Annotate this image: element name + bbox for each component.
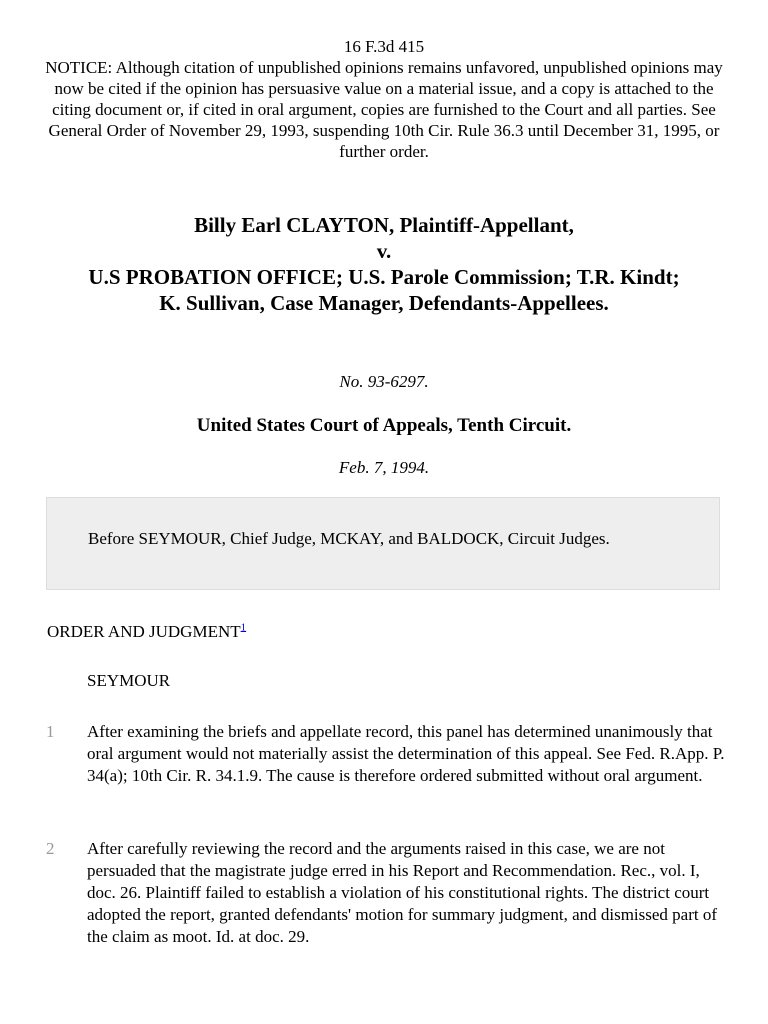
paragraph-number: 2 — [46, 839, 55, 858]
order-title — [47, 621, 246, 642]
case-caption — [40, 212, 728, 316]
publication-notice: NOTICE: Although citation of unpublished opinions remains unfavored, unpublished opinions may now be cited if the opinion has persuasive value on a material issue, and a copy is attached to the citing document or, if cited in oral argument, copies are furnished to the Court and all parties. See General Order of November 29, 1993, suspending 10th Cir. Rule 36.3 until December 31, 1995, or further order. — [45, 58, 723, 161]
panel-box — [46, 497, 720, 590]
citation: 16 F.3d 415 — [343, 37, 425, 56]
docket-number: No. 93-6297. — [339, 372, 429, 391]
footnote-link[interactable]: 1 — [240, 621, 247, 634]
versus-line: v. — [376, 239, 392, 263]
defendants-line-2: K. Sullivan, Case Manager, Defendants-Appellees. — [159, 291, 609, 315]
panel-judges: Before SEYMOUR, Chief Judge, MCKAY, and BALDOCK, Circuit Judges. — [88, 529, 610, 548]
paragraph-text: After carefully reviewing the record and the arguments raised in this case, we are not persuaded that the magistrate judge erred in his Report and Recommendation. Rec., vol. I, doc. 26. Plaintiff failed to establish a violation of his constitutional rights. The district court adopted the report, granted defendants' motion for summary judgment, and dismissed part of the claim as moot. Id. at doc. 29. — [87, 839, 718, 946]
paragraph-number: 1 — [46, 722, 55, 741]
paragraph-text: After examining the briefs and appellate record, this panel has determined unanimously that oral argument would not materially assist the determination of this appeal. See Fed. R.App. P. 34(a); 10th Cir. R. 34.1.9. The cause is therefore ordered submitted without oral argument. — [87, 722, 725, 785]
order-title-text: ORDER AND JUDGMENT — [47, 622, 241, 641]
decision-date: Feb. 7, 1994. — [338, 458, 430, 477]
court-name: United States Court of Appeals, Tenth Circuit. — [196, 415, 572, 436]
document-header — [40, 36, 728, 162]
plaintiff-line: Billy Earl CLAYTON, Plaintiff-Appellant, — [194, 213, 574, 237]
opinion-author: SEYMOUR — [87, 671, 171, 690]
defendants-line-1: U.S PROBATION OFFICE; U.S. Parole Commission; T.R. Kindt; — [88, 265, 680, 289]
